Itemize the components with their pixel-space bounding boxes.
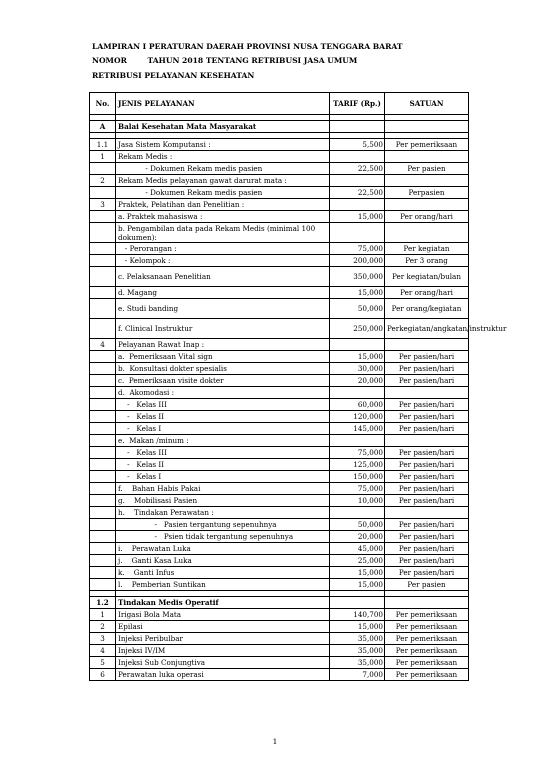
cell-jenis: b. Konsultasi dokter spesialis (116, 363, 330, 375)
cell-no (90, 459, 116, 471)
cell-satuan: Per pasien/hari (385, 531, 469, 543)
cell-tarif: 35,000 (330, 657, 385, 669)
cell-no: 6 (90, 669, 116, 681)
cell-jenis: - Kelas I (116, 423, 330, 435)
cell-tarif: 60,000 (330, 399, 385, 411)
cell-jenis: a. Praktek mahasiswa : (116, 211, 330, 223)
table-row (90, 495, 469, 507)
cell-no (90, 223, 116, 243)
header-no: No. (90, 93, 116, 115)
cell-tarif: 200,000 (330, 255, 385, 267)
cell-no (90, 519, 116, 531)
cell-tarif: 45,000 (330, 543, 385, 555)
cell-no: 1 (90, 609, 116, 621)
cell-satuan: Perkegiatan/angkatan/instruktur (385, 319, 469, 339)
cell-tarif: 250,000 (330, 319, 385, 339)
cell-satuan: Per 3 orang (385, 255, 469, 267)
cell-satuan (385, 435, 469, 447)
cell-tarif: 120,000 (330, 411, 385, 423)
cell-no: 2 (90, 621, 116, 633)
header-satuan: SATUAN (385, 93, 469, 115)
cell-jenis: e. Studi banding (116, 299, 330, 319)
table-row (90, 633, 469, 645)
cell-satuan (385, 199, 469, 211)
cell-satuan: Perpasien (385, 187, 469, 199)
cell-no: 1.2 (90, 597, 116, 609)
cell-tarif: 50,000 (330, 299, 385, 319)
cell-satuan: Per pasien/hari (385, 411, 469, 423)
cell-tarif: 140,700 (330, 609, 385, 621)
cell-no (90, 387, 116, 399)
cell-satuan: Per pemeriksaan (385, 139, 469, 151)
cell-no (90, 579, 116, 591)
cell-satuan: Per pasien/hari (385, 495, 469, 507)
cell-jenis: d. Magang (116, 287, 330, 299)
cell-satuan: Per pasien (385, 163, 469, 175)
cell-jenis: Balai Kesehatan Mata Masyarakat (116, 121, 330, 133)
cell-tarif: 75,000 (330, 447, 385, 459)
cell-tarif: 20,000 (330, 375, 385, 387)
table-row (90, 387, 469, 399)
cell-tarif (330, 387, 385, 399)
cell-tarif (330, 121, 385, 133)
cell-tarif: 15,000 (330, 621, 385, 633)
cell-jenis: j. Ganti Kasa Luka (116, 555, 330, 567)
header-line-3: RETRIBUSI PELAYANAN KESEHATAN (92, 71, 255, 80)
cell-tarif: 125,000 (330, 459, 385, 471)
cell-satuan: Per pemeriksaan (385, 669, 469, 681)
cell-jenis: Irigasi Bola Mata (116, 609, 330, 621)
cell-no (90, 567, 116, 579)
header-tarif: TARIF (Rp.) (330, 93, 385, 115)
cell-jenis: - Kelas II (116, 411, 330, 423)
cell-satuan: Per pasien/hari (385, 471, 469, 483)
table-row (90, 621, 469, 633)
cell-tarif: 75,000 (330, 243, 385, 255)
table-row (90, 267, 469, 287)
cell-satuan: Per pasien/hari (385, 351, 469, 363)
cell-satuan: Per pasien (385, 579, 469, 591)
cell-satuan: Per pasien/hari (385, 375, 469, 387)
cell-no (90, 319, 116, 339)
cell-jenis: - Kelompok : (116, 255, 330, 267)
cell-jenis: a. Pemeriksaan Vital sign (116, 351, 330, 363)
table-header-row (90, 93, 469, 115)
cell-no (90, 483, 116, 495)
cell-no: 3 (90, 199, 116, 211)
cell-satuan: Per orang/kegiatan (385, 299, 469, 319)
cell-satuan: Per orang/hari (385, 211, 469, 223)
table-row (90, 339, 469, 351)
cell-satuan: Per pemeriksaan (385, 621, 469, 633)
cell-satuan (385, 387, 469, 399)
cell-jenis: Praktek, Pelatihan dan Penelitian : (116, 199, 330, 211)
table-row (90, 163, 469, 175)
cell-tarif: 7,000 (330, 669, 385, 681)
cell-jenis: f. Clinical Instruktur (116, 319, 330, 339)
table-row (90, 567, 469, 579)
table-row (90, 319, 469, 339)
cell-no: 2 (90, 175, 116, 187)
cell-no (90, 507, 116, 519)
retribution-table (89, 92, 507, 681)
table-row (90, 669, 469, 681)
cell-satuan: Per pemeriksaan (385, 609, 469, 621)
cell-no (90, 351, 116, 363)
cell-satuan: Per pasien/hari (385, 555, 469, 567)
cell-satuan: Per pasien/hari (385, 519, 469, 531)
cell-tarif (330, 151, 385, 163)
cell-jenis: Perawatan luka operasi (116, 669, 330, 681)
table-row (90, 299, 469, 319)
cell-no: 5 (90, 657, 116, 669)
table-row (90, 657, 469, 669)
table-row (90, 609, 469, 621)
cell-satuan (385, 339, 469, 351)
cell-jenis: - Pasien tergantung sepenuhnya (116, 519, 330, 531)
table-row (90, 287, 469, 299)
cell-jenis: h. Tindakan Perawatan : (116, 507, 330, 519)
header-line-1: LAMPIRAN I PERATURAN DAERAH PROVINSI NUSA TENGGARA BARAT (92, 42, 403, 51)
cell-tarif: 15,000 (330, 211, 385, 223)
cell-satuan: Per pasien/hari (385, 447, 469, 459)
table-row (90, 435, 469, 447)
cell-satuan (385, 175, 469, 187)
table-row (90, 399, 469, 411)
cell-no (90, 243, 116, 255)
cell-tarif: 150,000 (330, 471, 385, 483)
cell-tarif: 10,000 (330, 495, 385, 507)
table-row (90, 579, 469, 591)
cell-satuan: Per pemeriksaan (385, 657, 469, 669)
table-row (90, 139, 469, 151)
cell-tarif: 25,000 (330, 555, 385, 567)
cell-no (90, 435, 116, 447)
nomor-text: TAHUN 2018 TENTANG RETRIBUSI JASA UMUM (147, 56, 358, 65)
cell-tarif: 75,000 (330, 483, 385, 495)
cell-tarif (330, 199, 385, 211)
table-row (90, 555, 469, 567)
cell-satuan: Per pasien/hari (385, 567, 469, 579)
nomor-label: NOMOR (92, 56, 127, 65)
cell-no (90, 471, 116, 483)
table-row (90, 151, 469, 163)
cell-tarif (330, 435, 385, 447)
cell-jenis: Epilasi (116, 621, 330, 633)
table-row (90, 597, 469, 609)
cell-jenis: f. Bahan Habis Pakai (116, 483, 330, 495)
cell-jenis: Pelayanan Rawat Inap : (116, 339, 330, 351)
table-row (90, 199, 469, 211)
cell-tarif: 15,000 (330, 287, 385, 299)
cell-satuan: Per pasien/hari (385, 363, 469, 375)
cell-jenis: d. Akomodasi : (116, 387, 330, 399)
table-row (90, 411, 469, 423)
cell-no (90, 187, 116, 199)
table-row (90, 459, 469, 471)
cell-no (90, 555, 116, 567)
cell-tarif: 22,500 (330, 187, 385, 199)
cell-tarif (330, 507, 385, 519)
cell-tarif (330, 175, 385, 187)
cell-satuan: Per pemeriksaan (385, 633, 469, 645)
cell-no: 1.1 (90, 139, 116, 151)
table-row (90, 187, 469, 199)
cell-no (90, 447, 116, 459)
cell-tarif (330, 339, 385, 351)
cell-satuan (385, 151, 469, 163)
cell-tarif: 5,500 (330, 139, 385, 151)
table-row (90, 223, 469, 243)
cell-no (90, 287, 116, 299)
cell-no (90, 531, 116, 543)
table-row (90, 471, 469, 483)
page-number: 1 (272, 737, 278, 746)
cell-tarif: 15,000 (330, 579, 385, 591)
cell-tarif: 35,000 (330, 633, 385, 645)
cell-tarif (330, 597, 385, 609)
header-jenis: JENIS PELAYANAN (116, 93, 330, 115)
cell-jenis: - Psien tidak tergantung sepenuhnya (116, 531, 330, 543)
cell-jenis: Rekam Medis pelayanan gawat darurat mata : (116, 175, 330, 187)
cell-jenis: Rekam Medis : (116, 151, 330, 163)
cell-jenis: c. Pelaksanaan Penelitian (116, 267, 330, 287)
table-row (90, 175, 469, 187)
cell-jenis: - Kelas I (116, 471, 330, 483)
cell-tarif: 15,000 (330, 567, 385, 579)
table-row (90, 519, 469, 531)
cell-tarif: 145,000 (330, 423, 385, 435)
cell-tarif: 35,000 (330, 645, 385, 657)
cell-no (90, 211, 116, 223)
cell-no (90, 399, 116, 411)
cell-no (90, 267, 116, 287)
cell-tarif: 22,500 (330, 163, 385, 175)
table-row (90, 375, 469, 387)
table-row (90, 243, 469, 255)
cell-no: 1 (90, 151, 116, 163)
cell-satuan (385, 223, 469, 243)
table-row (90, 363, 469, 375)
cell-jenis: Injeksi IV/IM (116, 645, 330, 657)
cell-no (90, 363, 116, 375)
cell-tarif: 30,000 (330, 363, 385, 375)
cell-tarif (330, 223, 385, 243)
cell-no (90, 375, 116, 387)
cell-satuan: Per pemeriksaan (385, 645, 469, 657)
table-row (90, 543, 469, 555)
cell-satuan: Per pasien/hari (385, 399, 469, 411)
cell-jenis: e. Makan /minum : (116, 435, 330, 447)
cell-satuan: Per pasien/hari (385, 423, 469, 435)
table-row (90, 507, 469, 519)
table-row (90, 255, 469, 267)
table-row (90, 211, 469, 223)
table-row (90, 531, 469, 543)
table-row (90, 447, 469, 459)
table-row (90, 423, 469, 435)
cell-jenis: - Dokumen Rekam medis pasien (116, 187, 330, 199)
cell-satuan: Per kegiatan (385, 243, 469, 255)
cell-jenis: k. Ganti Infus (116, 567, 330, 579)
cell-no: A (90, 121, 116, 133)
cell-jenis: l. Pemberian Suntikan (116, 579, 330, 591)
table-row (90, 351, 469, 363)
cell-jenis: - Kelas III (116, 447, 330, 459)
cell-satuan (385, 507, 469, 519)
cell-satuan (385, 597, 469, 609)
cell-no: 4 (90, 645, 116, 657)
cell-no (90, 255, 116, 267)
cell-no (90, 163, 116, 175)
cell-satuan: Per pasien/hari (385, 459, 469, 471)
cell-satuan: Per orang/hari (385, 287, 469, 299)
cell-no (90, 423, 116, 435)
cell-tarif: 50,000 (330, 519, 385, 531)
cell-satuan: Per pasien/hari (385, 543, 469, 555)
cell-jenis: Jasa Sistem Komputansi : (116, 139, 330, 151)
cell-jenis: Injeksi Peribulbar (116, 633, 330, 645)
cell-jenis: Tindakan Medis Operatif (116, 597, 330, 609)
header-line-2 (92, 56, 357, 65)
table-row (90, 483, 469, 495)
table-row (90, 645, 469, 657)
table-row (90, 121, 469, 133)
cell-no (90, 543, 116, 555)
cell-jenis: i. Perawatan Luka (116, 543, 330, 555)
cell-jenis: Injeksi Sub Conjungtiva (116, 657, 330, 669)
cell-tarif: 15,000 (330, 351, 385, 363)
cell-no: 3 (90, 633, 116, 645)
cell-jenis: - Dokumen Rekam medis pasien (116, 163, 330, 175)
cell-jenis: c. Pemeriksaan visite dokter (116, 375, 330, 387)
cell-satuan: Per kegiatan/bulan (385, 267, 469, 287)
cell-no (90, 411, 116, 423)
cell-no: 4 (90, 339, 116, 351)
cell-satuan (385, 121, 469, 133)
cell-jenis: - Kelas III (116, 399, 330, 411)
cell-tarif: 20,000 (330, 531, 385, 543)
cell-jenis: g. Mobilisasi Pasien (116, 495, 330, 507)
cell-jenis: - Perorangan : (116, 243, 330, 255)
cell-jenis: b. Pengambilan data pada Rekam Medis (minimal 100 dokumen): (116, 223, 330, 243)
cell-no (90, 495, 116, 507)
cell-jenis: - Kelas II (116, 459, 330, 471)
cell-satuan: Per pasien/hari (385, 483, 469, 495)
cell-tarif: 350,000 (330, 267, 385, 287)
cell-no (90, 299, 116, 319)
